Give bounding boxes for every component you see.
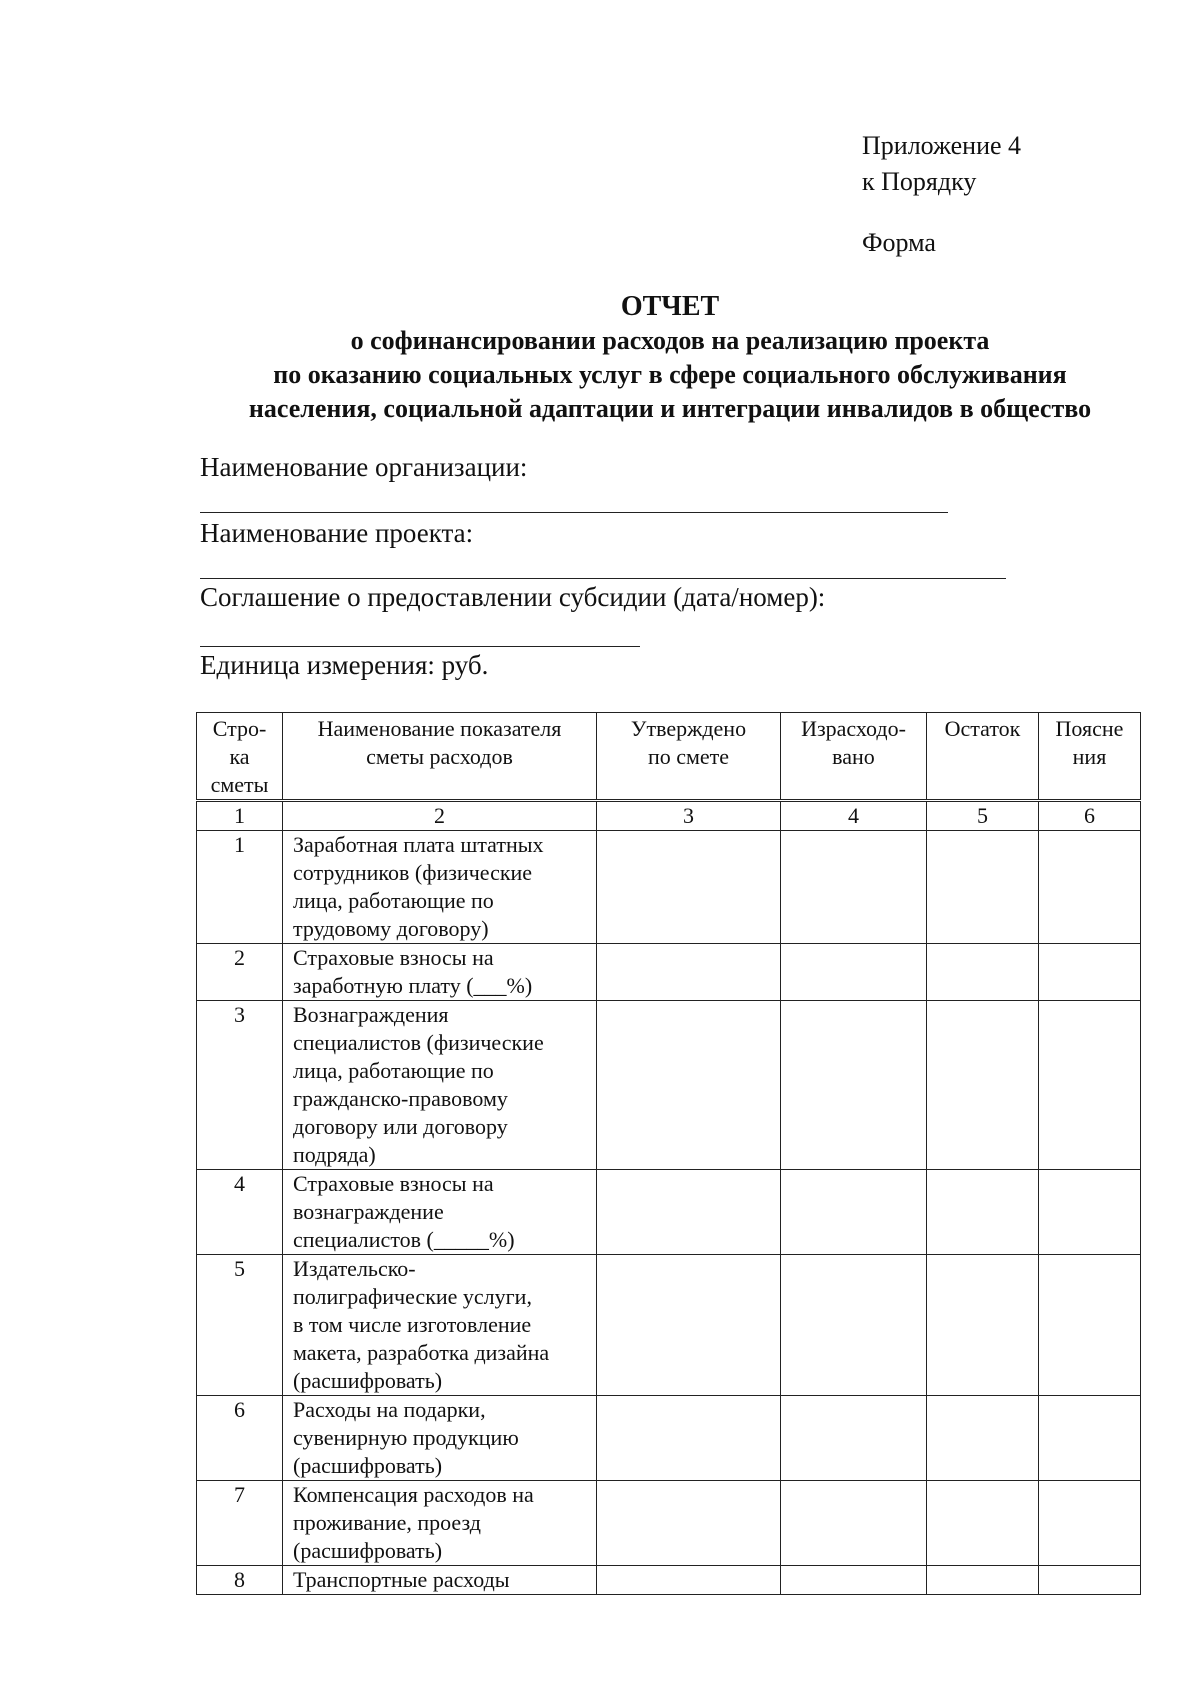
explanation-cell xyxy=(1039,1001,1141,1170)
spent-cell xyxy=(781,1170,927,1255)
indicator-line: заработную плату (___%) xyxy=(293,973,533,998)
approved-cell xyxy=(597,831,781,944)
header-text: Наименование показателя xyxy=(317,716,562,741)
indicator-line: сотрудников (физические xyxy=(293,860,533,885)
unit-label: Единица измерения: руб. xyxy=(200,650,489,680)
balance-cell xyxy=(927,831,1039,944)
indicator-name xyxy=(283,1001,597,1170)
header-text: вано xyxy=(832,744,875,769)
indicator-name xyxy=(283,1481,597,1566)
indicator-line: Заработная плата штатных xyxy=(293,832,544,857)
header-indicator-name xyxy=(283,713,597,801)
balance-cell xyxy=(927,1566,1039,1595)
indicator-line: Вознаграждения xyxy=(293,1002,449,1027)
indicator-line: вознаграждение xyxy=(293,1199,444,1224)
spent-cell xyxy=(781,1001,927,1170)
indicator-line: сувенирную продукцию xyxy=(293,1425,519,1450)
approved-cell xyxy=(597,944,781,1001)
table-row xyxy=(197,1481,1141,1566)
indicator-line: трудовому договору) xyxy=(293,916,489,941)
approved-cell xyxy=(597,1396,781,1481)
indicator-line: Страховые взносы на xyxy=(293,945,494,970)
column-number: 1 xyxy=(197,801,283,831)
row-number: 7 xyxy=(197,1481,283,1566)
indicator-line: макета, разработка дизайна xyxy=(293,1340,550,1365)
spent-cell xyxy=(781,1566,927,1595)
spent-cell xyxy=(781,1481,927,1566)
approved-cell xyxy=(597,1566,781,1595)
indicator-line: гражданско-правовому xyxy=(293,1086,508,1111)
indicator-line: Транспортные расходы xyxy=(293,1567,510,1592)
spent-cell xyxy=(781,1396,927,1481)
indicator-line: (расшифровать) xyxy=(293,1538,443,1563)
indicator-line: лица, работающие по xyxy=(293,1058,494,1083)
header-approved xyxy=(597,713,781,801)
indicator-name xyxy=(283,831,597,944)
explanation-cell xyxy=(1039,1396,1141,1481)
indicator-name xyxy=(283,1396,597,1481)
form-label: Форма xyxy=(862,228,936,257)
indicator-line: (расшифровать) xyxy=(293,1368,443,1393)
header-spent xyxy=(781,713,927,801)
row-number: 8 xyxy=(197,1566,283,1595)
spent-cell xyxy=(781,1255,927,1396)
column-number: 5 xyxy=(927,801,1039,831)
header-balance xyxy=(927,713,1039,801)
explanation-cell xyxy=(1039,831,1141,944)
appendix-reference xyxy=(862,128,1021,200)
organization-underline xyxy=(200,512,948,513)
indicator-name xyxy=(283,1255,597,1396)
table-row xyxy=(197,1170,1141,1255)
row-number: 3 xyxy=(197,1001,283,1170)
indicator-line: лица, работающие по xyxy=(293,888,494,913)
indicator-line: (расшифровать) xyxy=(293,1453,443,1478)
balance-cell xyxy=(927,1001,1039,1170)
approved-cell xyxy=(597,1170,781,1255)
header-text: Утверждено xyxy=(630,716,747,741)
header-text: Поясне xyxy=(1055,716,1124,741)
header-text: ка xyxy=(229,744,250,769)
header-text: ния xyxy=(1072,744,1107,769)
table-header-row xyxy=(197,713,1141,801)
row-number: 2 xyxy=(197,944,283,1001)
indicator-line: проживание, проезд xyxy=(293,1510,481,1535)
indicator-line: Расходы на подарки, xyxy=(293,1397,486,1422)
agreement-underline xyxy=(200,646,640,647)
explanation-cell xyxy=(1039,1170,1141,1255)
indicator-line: Компенсация расходов на xyxy=(293,1482,534,1507)
indicator-line: в том числе изготовление xyxy=(293,1312,532,1337)
report-title-main: ОТЧЕТ xyxy=(620,291,720,322)
indicator-line: договору или договору xyxy=(293,1114,508,1139)
indicator-line: подряда) xyxy=(293,1142,376,1167)
approved-cell xyxy=(597,1481,781,1566)
indicator-line: специалистов (_____%) xyxy=(293,1227,515,1252)
column-number: 2 xyxy=(283,801,597,831)
indicator-name xyxy=(283,1170,597,1255)
balance-cell xyxy=(927,1396,1039,1481)
table-row xyxy=(197,944,1141,1001)
indicator-line: Издательско- xyxy=(293,1256,416,1281)
header-text: сметы xyxy=(210,772,269,797)
indicator-name xyxy=(283,1566,597,1595)
indicator-name xyxy=(283,944,597,1001)
header-text: Стро- xyxy=(212,716,267,741)
row-number: 5 xyxy=(197,1255,283,1396)
column-number: 4 xyxy=(781,801,927,831)
table-row xyxy=(197,831,1141,944)
appendix-number: Приложение 4 xyxy=(862,131,1022,160)
explanation-cell xyxy=(1039,944,1141,1001)
balance-cell xyxy=(927,944,1039,1001)
report-title-line-1: о софинансировании расходов на реализацию проекта xyxy=(350,326,990,355)
spent-cell xyxy=(781,944,927,1001)
approved-cell xyxy=(597,1255,781,1396)
header-text: по смете xyxy=(647,744,730,769)
report-title-line-3: населения, социальной адаптации и интеграции инвалидов в общество xyxy=(248,394,1092,423)
organization-label: Наименование организации: xyxy=(200,452,528,482)
header-text: Остаток xyxy=(944,716,1021,741)
row-number: 4 xyxy=(197,1170,283,1255)
project-underline xyxy=(200,578,1006,579)
report-title xyxy=(160,290,1180,426)
header-row-number xyxy=(197,713,283,801)
row-number: 6 xyxy=(197,1396,283,1481)
indicator-line: полиграфические услуги, xyxy=(293,1284,532,1309)
header-text: сметы расходов xyxy=(366,744,513,769)
header-explanation xyxy=(1039,713,1141,801)
approved-cell xyxy=(597,1001,781,1170)
spent-cell xyxy=(781,831,927,944)
balance-cell xyxy=(927,1481,1039,1566)
table-row xyxy=(197,1396,1141,1481)
header-text: Израсходо- xyxy=(801,716,906,741)
explanation-cell xyxy=(1039,1255,1141,1396)
row-number: 1 xyxy=(197,831,283,944)
column-number: 6 xyxy=(1039,801,1141,831)
appendix-order: к Порядку xyxy=(862,167,977,196)
report-title-line-2: по оказанию социальных услуг в сфере социального обслуживания xyxy=(273,360,1067,389)
project-label: Наименование проекта: xyxy=(200,518,474,548)
balance-cell xyxy=(927,1255,1039,1396)
expense-report-table xyxy=(196,712,1141,1595)
balance-cell xyxy=(927,1170,1039,1255)
agreement-label: Соглашение о предоставлении субсидии (дата/номер): xyxy=(200,582,826,612)
column-number: 3 xyxy=(597,801,781,831)
explanation-cell xyxy=(1039,1481,1141,1566)
table-row xyxy=(197,1255,1141,1396)
column-number-row xyxy=(197,801,1141,831)
table-row xyxy=(197,1566,1141,1595)
indicator-line: специалистов (физические xyxy=(293,1030,544,1055)
table-row xyxy=(197,1001,1141,1170)
explanation-cell xyxy=(1039,1566,1141,1595)
indicator-line: Страховые взносы на xyxy=(293,1171,494,1196)
